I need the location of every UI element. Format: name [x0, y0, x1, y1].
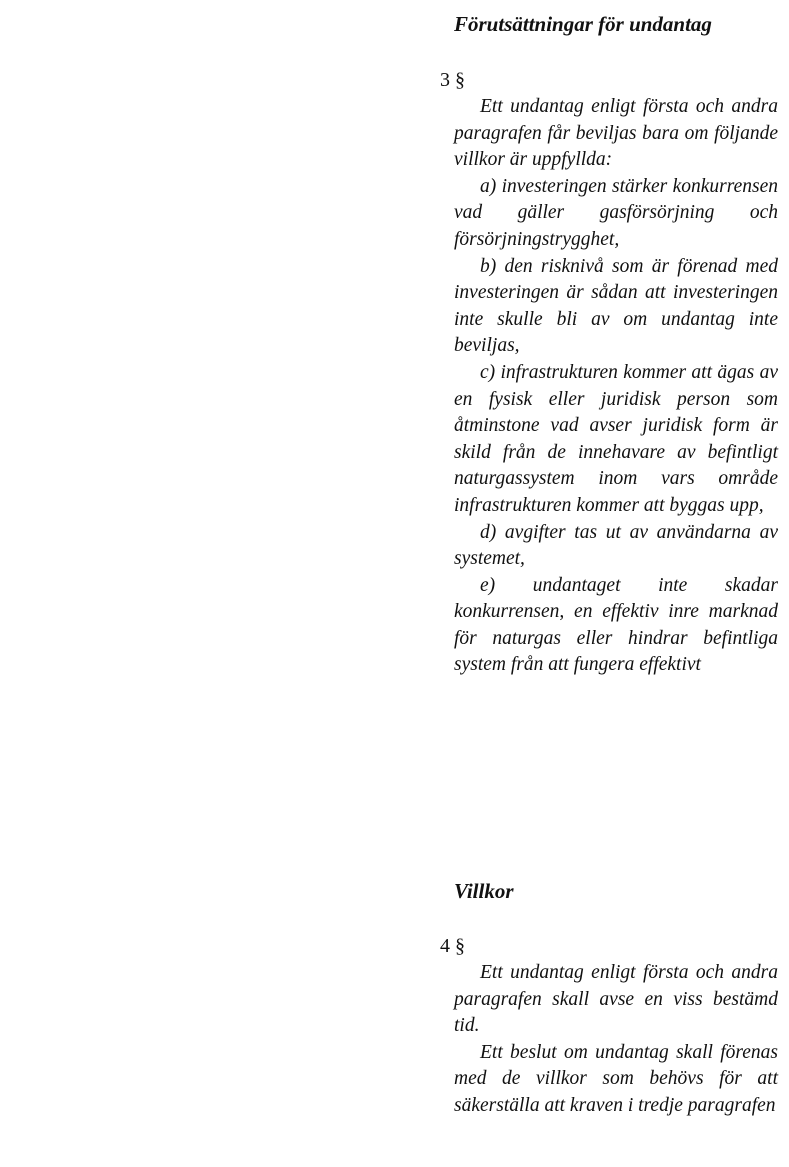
paragraph-marker-3: 3 § [440, 69, 465, 91]
paragraph-4-second: Ett beslut om undantag skall förenas med de villkor som behövs för att säkerställa att kraven i tredje paragrafen [454, 1041, 778, 1116]
list-item-a: a) investeringen stärker konkurrensen vad gäller gasförsörjning och försörjningstrygghet, [454, 175, 778, 250]
section-heading-villkor: Villkor [454, 879, 514, 903]
list-item-e: e) undantaget inte skadar konkurrensen, en effektiv inre marknad för naturgas eller hindrar befintliga system från att fungera effektivt [454, 574, 778, 676]
list-item-b: b) den risknivå som är förenad med investeringen är sådan att investeringen inte skulle bli av om undantag inte beviljas, [454, 255, 778, 357]
list-item-c: c) infrastrukturen kommer att ägas av en fysisk eller juridisk person som åtminstone vad avser juridisk form är skild från de innehavare av befintligt naturgassystem inom vars område infrastrukturen kommer att byggas upp, [454, 361, 778, 516]
paragraph-3-intro: Ett undantag enligt första och andra paragrafen får beviljas bara om följande villkor är uppfyllda: [454, 96, 778, 171]
paragraph-4-first: Ett undantag enligt första och andra paragrafen skall avse en viss bestämd tid. [454, 962, 778, 1037]
paragraph-4-text [454, 960, 778, 1120]
paragraph-marker-4: 4 § [440, 935, 465, 957]
section-heading-forutsattningar: Förutsättningar för undantag [454, 12, 712, 36]
paragraph-3-text [454, 94, 778, 679]
list-item-d: d) avgifter tas ut av användarna av systemet, [454, 521, 778, 570]
